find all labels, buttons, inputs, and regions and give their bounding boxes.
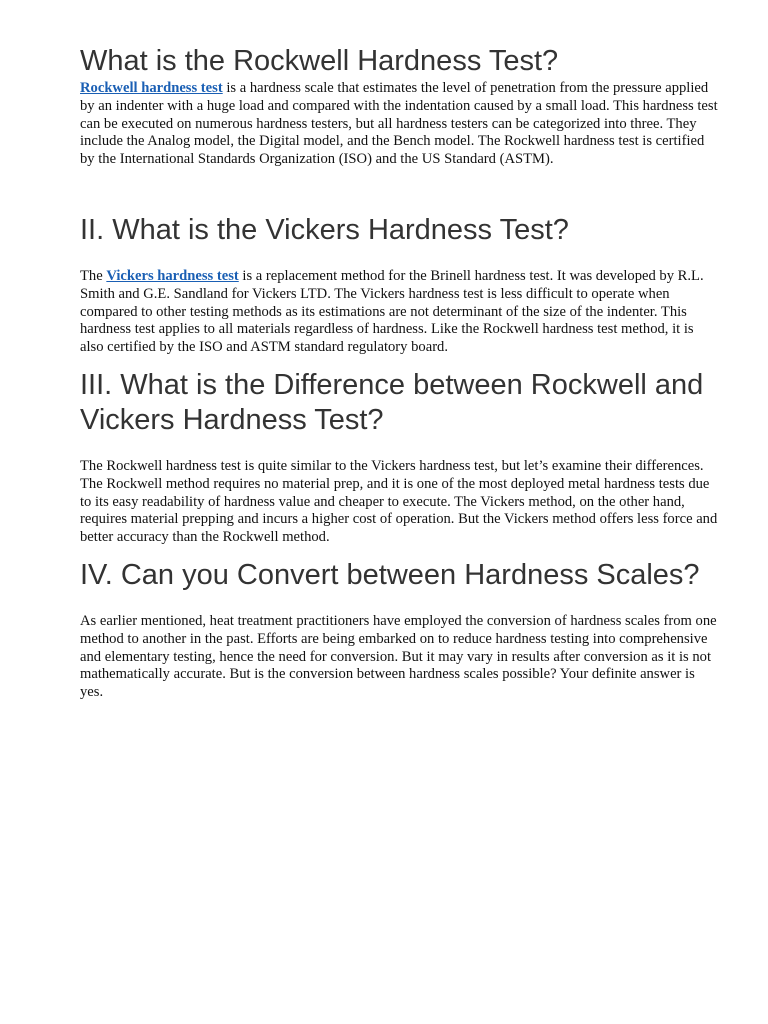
section-paragraph-convert: As earlier mentioned, heat treatment practitioners have employed the conversion of hardness scales from one method to another in the past. Efforts are being embarked on to reduce hardness testing into comprehensive and elementary testing, hence the need for conversion. But it may vary in results after conversion as it is not mathematically accurate. But is the conversion between hardness scales possible? Your definite answer is yes. [80,612,717,701]
section-heading-rockwell: What is the Rockwell Hardness Test? [80,45,559,77]
document-page [80,44,720,702]
section-paragraph-vickers [80,268,720,357]
vickers-paragraph-lead: The [80,267,107,284]
section-heading-difference: III. What is the Difference between Rockwell and Vickers Hardness Test? [80,368,704,436]
section-paragraph-rockwell [80,80,720,169]
vickers-hardness-test-link[interactable]: Vickers hardness test [106,267,239,284]
section-paragraph-difference: The Rockwell hardness test is quite similar to the Vickers hardness test, but let’s examine their differences. The Rockwell method requires no material prep, and it is one of the most deployed metal hardness tests due to its easy readability of hardness value and cheaper to execute. The Vickers method, on the other hand, requires material prepping and incurs a higher cost of operation. But the Vickers method offers less force and better accuracy than the Rockwell method. [80,457,718,546]
rockwell-paragraph-text: is a hardness scale that estimates the level of penetration from the pressure applied by an indenter with a huge load and compared with the indentation caused by a small load. This hardness test can be executed on numerous hardness testers, but all hardness testers can be categorized into three. They include the Analog model, the Digital model, and the Bench model. The Rockwell hardness test is certified by the International Standards Organization (ISO) and the US Standard (ASTM). [80,80,718,168]
section-heading-convert: IV. Can you Convert between Hardness Scales? [80,558,700,591]
section-heading-vickers: II. What is the Vickers Hardness Test? [80,213,569,246]
rockwell-hardness-test-link[interactable]: Rockwell hardness test [80,80,223,96]
vickers-paragraph-text: is a replacement method for the Brinell hardness test. It was developed by R.L. Smith and G.E. Sandland for Vickers LTD. The Vickers hardness test is less difficult to operate when compared to other testing methods as its estimations are not determinant of the size of the indenter. This hardness test applies to all materials regardless of hardness. Like the Rockwell hardness test method, it is also certified by the ISO and ASTM standard regulatory board. [80,267,704,356]
